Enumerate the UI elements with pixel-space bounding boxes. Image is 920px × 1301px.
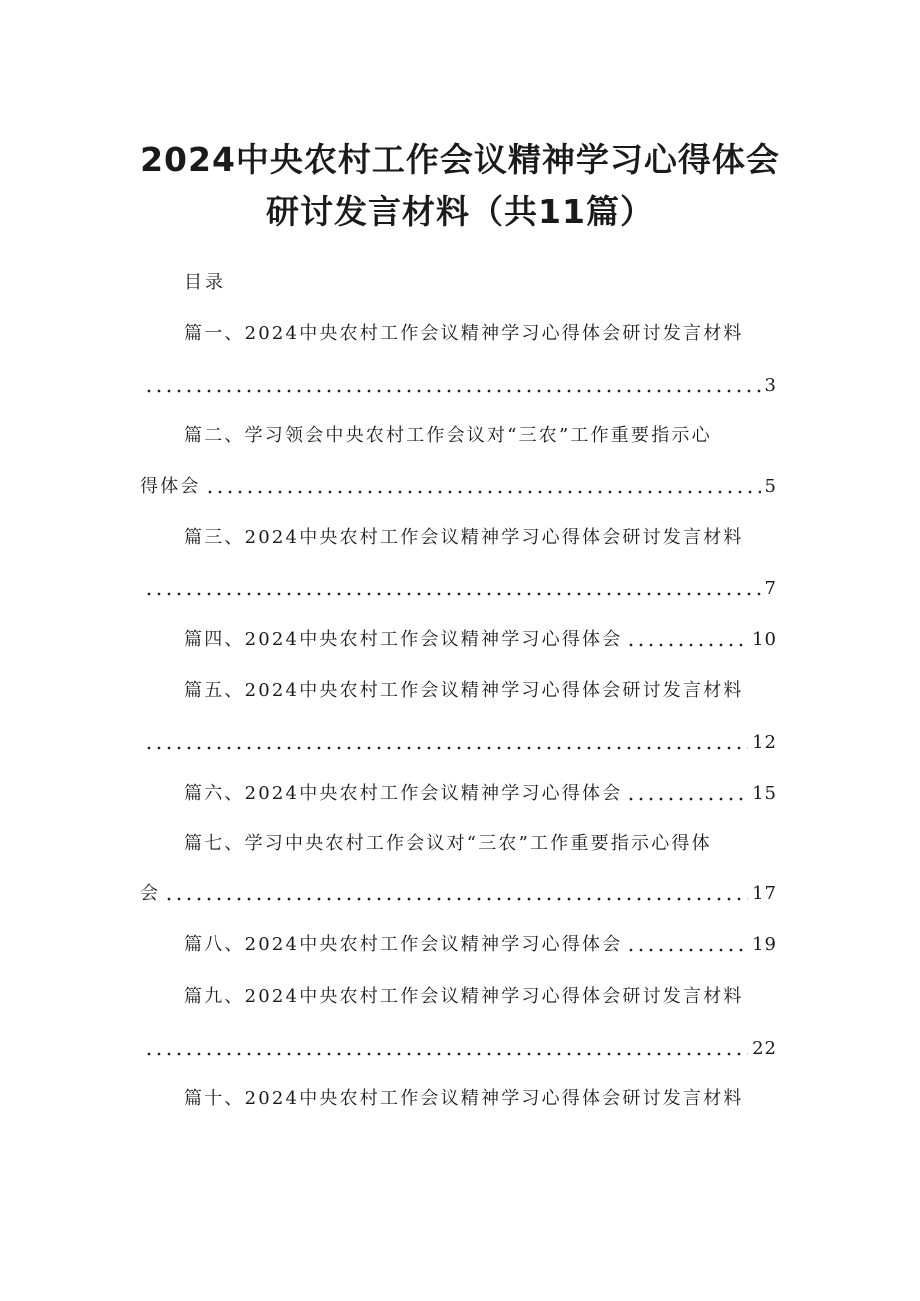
- toc-entry-8-page: 19: [752, 934, 777, 955]
- dot-leader: [205, 490, 761, 494]
- toc-entry-9-page: 22: [752, 1038, 777, 1059]
- toc-entry-4[interactable]: [184, 625, 777, 655]
- toc-entry-8[interactable]: [184, 930, 777, 960]
- toc-entry-5-page: 12: [752, 732, 777, 753]
- toc-entry-9-leader[interactable]: [140, 1034, 777, 1064]
- dot-leader: [144, 592, 761, 596]
- dot-leader: [144, 746, 748, 750]
- dot-leader: [164, 897, 748, 901]
- dot-leader: [626, 643, 748, 647]
- toc-entry-6[interactable]: [184, 779, 777, 809]
- toc-entry-2-page: 5: [764, 476, 777, 497]
- toc-entry-1-page: 3: [764, 375, 777, 396]
- toc-entry-2-leader[interactable]: [140, 472, 777, 502]
- toc-entry-6-title: 篇六、2024中央农村工作会议精神学习心得体会: [184, 783, 623, 804]
- dot-leader: [626, 948, 748, 952]
- toc-entry-5-leader[interactable]: [140, 728, 777, 758]
- toc-entry-1-title[interactable]: 篇一、2024中央农村工作会议精神学习心得体会研讨发言材料: [184, 323, 744, 344]
- toc-entry-7-tail: 会: [140, 883, 161, 904]
- dot-leader: [626, 797, 748, 801]
- toc-entry-8-title: 篇八、2024中央农村工作会议精神学习心得体会: [184, 934, 623, 955]
- toc-entry-10-title[interactable]: 篇十、2024中央农村工作会议精神学习心得体会研讨发言材料: [184, 1088, 744, 1109]
- document-title-line-1: 2024中央农村工作会议精神学习心得体会: [140, 140, 780, 179]
- dot-leader: [144, 389, 761, 393]
- toc-entry-7-leader[interactable]: [140, 879, 777, 909]
- toc-entry-3-page: 7: [764, 578, 777, 599]
- dot-leader: [144, 1052, 748, 1056]
- toc-entry-4-title: 篇四、2024中央农村工作会议精神学习心得体会: [184, 629, 623, 650]
- toc-entry-1-leader[interactable]: [140, 371, 777, 401]
- toc-entry-3-leader[interactable]: [140, 574, 777, 604]
- toc-entry-4-page: 10: [752, 629, 777, 650]
- toc-entry-6-page: 15: [752, 783, 777, 804]
- toc-heading: 目录: [184, 272, 226, 293]
- document-title-line-2: 研讨发言材料（共11篇）: [266, 192, 654, 231]
- toc-entry-2-tail: 得体会: [140, 476, 201, 497]
- toc-entry-9-title[interactable]: 篇九、2024中央农村工作会议精神学习心得体会研讨发言材料: [184, 986, 744, 1007]
- toc-entry-7-page: 17: [752, 883, 777, 904]
- toc-entry-3-title[interactable]: 篇三、2024中央农村工作会议精神学习心得体会研讨发言材料: [184, 527, 744, 548]
- toc-entry-7-title[interactable]: 篇七、学习中央农村工作会议对“三农”工作重要指示心得体: [184, 833, 712, 854]
- toc-entry-5-title[interactable]: 篇五、2024中央农村工作会议精神学习心得体会研讨发言材料: [184, 680, 744, 701]
- toc-entry-2-title[interactable]: 篇二、学习领会中央农村工作会议对“三农”工作重要指示心: [184, 425, 712, 446]
